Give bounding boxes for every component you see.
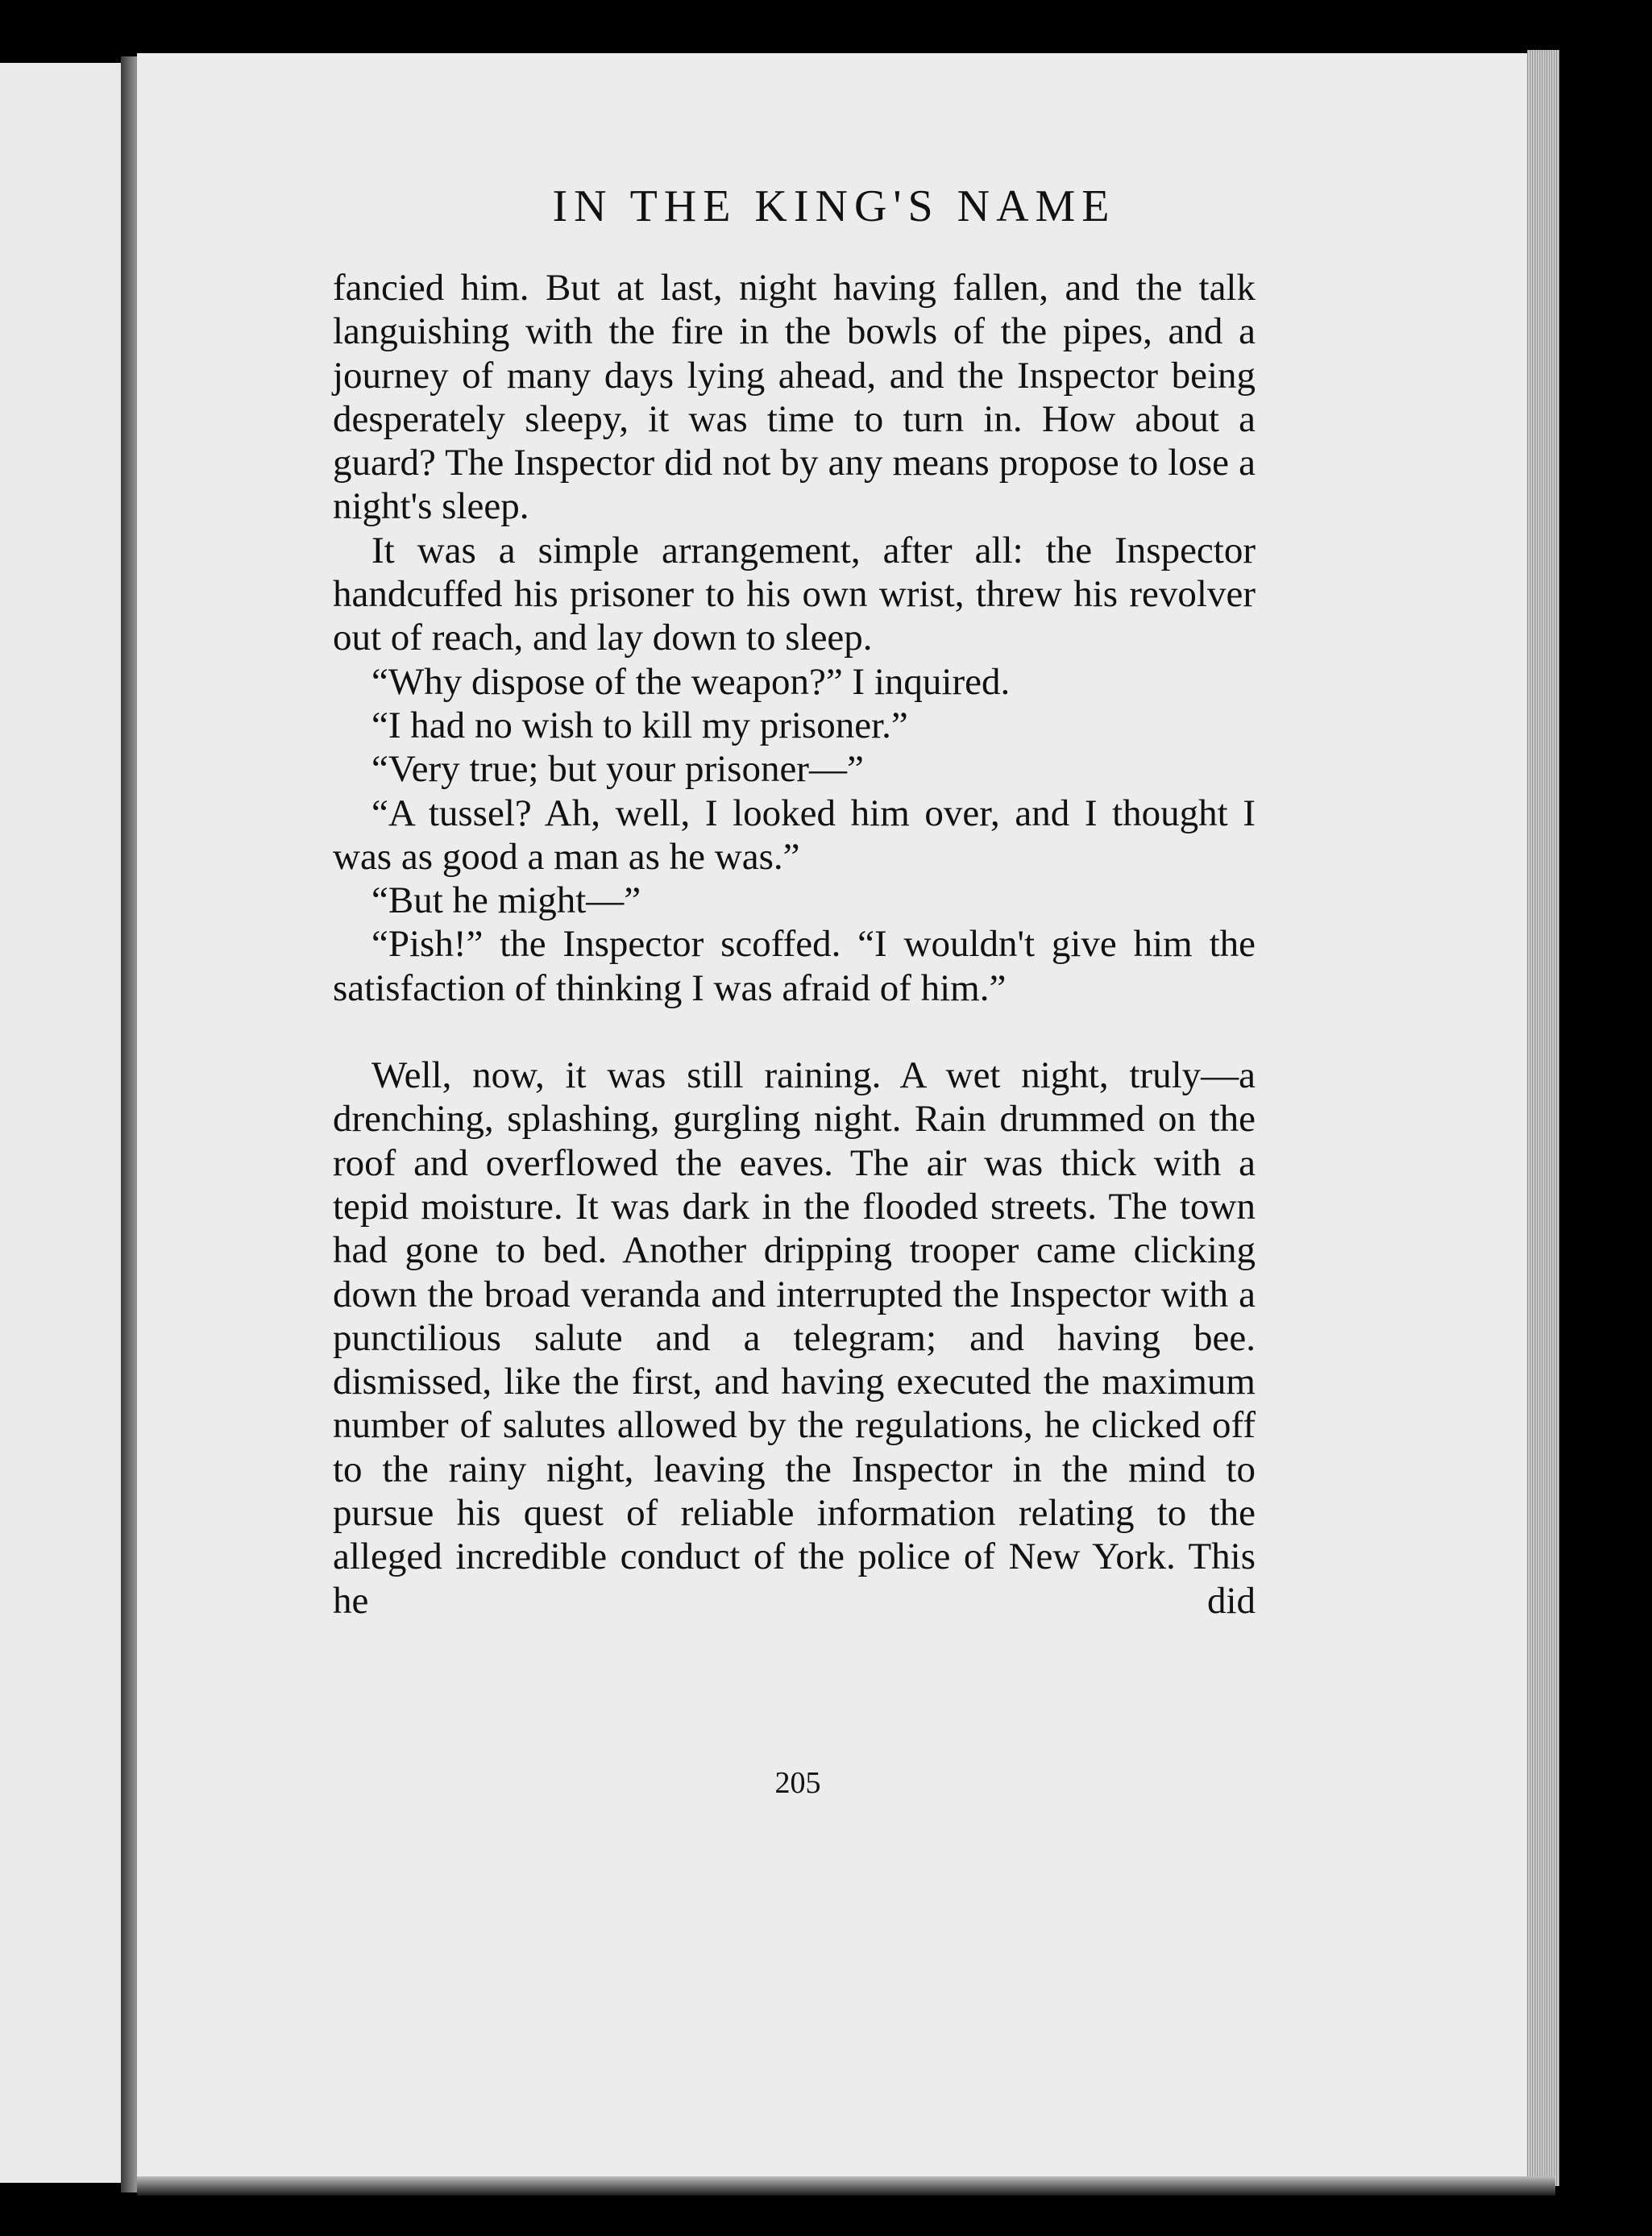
page-bottom-shadow: [137, 2176, 1555, 2196]
page-number: 205: [774, 1766, 821, 1800]
facing-page-edge: [0, 63, 123, 2183]
body-text: [333, 266, 1256, 1623]
page-fore-edge: [1527, 50, 1559, 2186]
dialogue-line: “Very true; but your prisoner—”: [371, 748, 864, 791]
dialogue-line: “A tussel? Ah, well, I looked him over, and I thought I was as good a man as he was.”: [333, 792, 1256, 878]
dialogue-line: “Why dispose of the weapon?” I inquired.: [371, 660, 1011, 703]
dialogue-line: “But he might—”: [371, 879, 641, 922]
running-head: IN THE KING'S NAME: [552, 181, 1116, 231]
paragraph: fancied him. But at last, night having fallen, and the talk languishing with the fire in the bowls of the pipes, and a journey of many days lying ahead, and the Inspector being desperately sleepy, it was time to turn in. How about a guard? The Inspector did not by any means propose to lose a night's sleep.: [333, 267, 1256, 528]
paragraph: Well, now, it was still raining. A wet night, truly—a drenching, splashing, gurgling night. Rain drummed on the roof and overflowed the eaves. The air was thick with a tepid moisture. It was dark in the flooded streets. The town had gone to bed. Another dripping trooper came clicking down the broad veranda and interrupted the Inspector with a punctilious salute and a telegram; and having bee. dismissed, like the first, and having executed the maximum number of salutes allowed by the regulations, he clicked off to the rainy night, leaving the Inspector in the mind to pursue his quest of reliable information relating to the alleged incredible conduct of the police of New York. This he did: [333, 1054, 1256, 1622]
dialogue-line: “I had no wish to kill my prisoner.”: [371, 704, 908, 746]
paragraph: It was a simple arrangement, after all: the Inspector handcuffed his prisoner to his own wrist, threw his revolver out of reach, and lay down to sleep.: [333, 529, 1256, 659]
dialogue-line: “Pish!” the Inspector scoffed. “I wouldn't give him the satisfaction of thinking I was afraid of him.”: [333, 923, 1256, 1009]
